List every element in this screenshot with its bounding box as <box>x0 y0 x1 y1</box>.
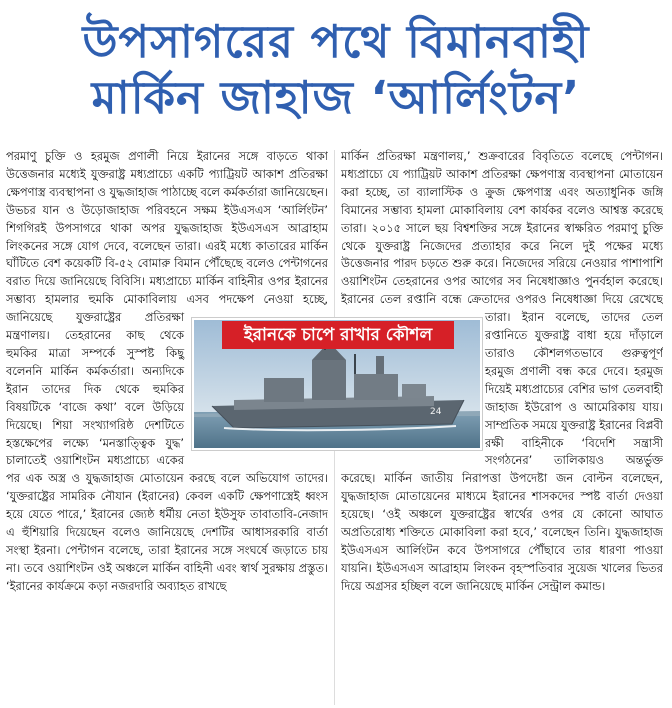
headline-line-1: উপসাগরের পথে বিমানবাহী <box>82 15 590 68</box>
hull-number: 24 <box>430 407 442 417</box>
headline-line-2: মার্কিন জাহাজ ‘আর্লিংটন’ <box>91 71 581 124</box>
photo-caption: ইরানকে চাপে রাখার কৌশল <box>222 321 454 349</box>
top-rule <box>0 0 672 8</box>
headline <box>0 14 672 126</box>
article-text-right: মার্কিন প্রতিরক্ষা মন্ত্রণালয়,’ শুক্রবারের বিবৃতিতে বলেছে পেন্টাগন। মধ্যপ্রাচ্যে যে প্যাট্রিয়ট আকাশ প্রতিরক্ষা ক্ষেপণাস্ত্র ব্যবস্থাপনা মোতায়েন করা হচ্ছে, তা ব্যালাস্টিক ও ক্রুজ ক্ষেপণাস্ত্র এবং অত্যাধুনিক জঙ্গি বিমানের সম্ভাব্য হামলা মোকাবিলায় বেশ কার্যকর বলেও আশ্বস্ত করেছে তারা। ২০১৫ সালে ছয় বিশ্বশক্তির সঙ্গে ইরানের স্বাক্ষরিত পরমাণু চুক্তি থেকে যুক্তরাষ্ট্র নিজেদের প্রত্যাহার করে নিলে দুই পক্ষের মধ্যে উত্তেজনার পারদ চড়তে শুরু করে। নিজেদের সরিয়ে নেওয়ার পাশাপাশি ওয়াশিংটন তেহরানের ওপর আগের সব নিষেধাজ্ঞাও পুনর্বহাল করেছে। ইরানের তেল রপ্তানি বন্ধে ক্রেতাদের ওপরও নিষেধাজ্ঞা দিয়ে রেখেছে তারা। ইরান বলেছে, তাদের তেল রপ্তানিতে যুক্তরাষ্ট্র বাধা হয়ে দাঁড়ালে তারাও কৌশলগতভাবে গুরুত্বপূর্ণ হরমুজ প্রণালী বন্ধ করে দেবে। হরমুজ দিয়েই মধ্যপ্রাচ্যের বেশির ভাগ তেলবাহী জাহাজ ইউরোপ ও আমেরিকায় যায়। সাম্প্রতিক সময়ে যুক্তরাষ্ট্র ইরানের বিপ্লবী রক্ষী বাহিনীকে ‘বিদেশি সন্ত্রাসী সংগঠনের’ তালিকায়ও অন্তর্ভুক্ত করেছে। মার্কিন জাতীয় নিরাপত্তা উপদেষ্টা জন বোল্টন বলেছেন, যুদ্ধজাহাজ মোতায়েনের মাধ্যমে ইরানের শাসকদের স্পষ্ট বার্তা দেওয়া হয়েছে। ‘ওই অঞ্চলে যুক্তরাষ্ট্রের স্বার্থের ওপর যে কোনো আঘাত অপ্রতিরোধ্য শক্তিতে মোকাবিলা করা হবে,’ বলেছেন তিনি। যুদ্ধজাহাজ ইউএসএস আর্লিংটন কবে উপসাগরে পৌঁছাবে তার ধারণা পাওয়া যায়নি। ইউএসএস আব্রাহাম লিংকন বৃহস্পতিবার সুয়েজ খালের ভিতর দিয়ে অগ্রসর হচ্ছিল বলে জানিয়েছে মার্কিন সেন্ট্রাল কমান্ড। <box>341 149 663 593</box>
article-text-left: পরমাণু চুক্তি ও হরমুজ প্রণালী নিয়ে ইরানের সঙ্গে বাড়তে থাকা উত্তেজনার মধ্যেই যুক্তরাষ্ট্র মধ্যপ্রাচ্যে একটি প্যাট্রিয়ট আকাশ প্রতিরক্ষা ক্ষেপণাস্ত্র ব্যবস্থাপনা ও যুদ্ধজাহাজ পাঠাচ্ছে বলে কর্মকর্তারা জানিয়েছেন। উভচর যান ও উড়োজাহাজ পরিবহনে সক্ষম ইউএসএস ‘আর্লিংটন’ শিগগিরই উপসাগরে থাকা অপর যুদ্ধজাহাজ ইউএসএস আব্রাহাম লিংকনের সঙ্গে যোগ দেবে, বলেছেন তারা। এরই মধ্যে কাতারের মার্কিন ঘাঁটিতে বেশ কয়েকটি বি-৫২ বোমারু বিমান পৌঁছেছে বলেও পেন্টাগনের বরাত দিয়ে জানিয়েছে বিবিসি। মধ্যপ্রাচ্যে মার্কিন বাহিনীর ওপর ইরানের সম্ভাব্য হামলার হুমকি মোকাবিলায় এসব পদক্ষেপ নেওয়া হচ্ছে, জানিয়েছে যুক্তরাষ্ট্রের প্রতিরক্ষা মন্ত্রণালয়। তেহরানের কাছ থেকে হুমকির মাত্রা সম্পর্কে সুস্পষ্ট কিছু বলেননি মার্কিন কর্মকর্তারা। অন্যদিকে ইরান তাদের দিক থেকে হুমকির বিষয়টিকে ‘বাজে কথা’ বলে উড়িয়ে দিয়েছে। শিয়া সংখ্যাগরিষ্ঠ দেশটিতে হস্তক্ষেপের লক্ষ্যে ‘মনস্তাত্ত্বিক যুদ্ধ’ চালাতেই ওয়াশিংটন মধ্যপ্রাচ্যে একের পর এক অস্ত্র ও যুদ্ধজাহাজ মোতায়েন করছে বলে অভিযোগ তাদের। ‘যুক্তরাষ্ট্রের সামরিক নৌযান (ইরানের) কেবল একটি ক্ষেপণাস্ত্রেই ধ্বংস হয়ে যেতে পারে,’ ইরানের জ্যেষ্ঠ ধর্মীয় নেতা ইউসুফ তাবাতাবি-নেজাদ এ হুঁশিয়ারি দিয়েছেন বলেও জানিয়েছে দেশটির আধাসরকারি বার্তা সংস্থা ইরনা। পেন্টাগন বলেছে, তারা ইরানের সঙ্গে সংঘর্ষে জড়াতে চায় না। তবে ওয়াশিংটন ওই অঞ্চলে মার্কিন বাহিনী এবং স্বার্থ সুরক্ষায় প্রস্তুত। ‘ইরানের কার্যক্রমে কড়া নজরদারি অব্যাহত রাখছে <box>6 149 328 593</box>
